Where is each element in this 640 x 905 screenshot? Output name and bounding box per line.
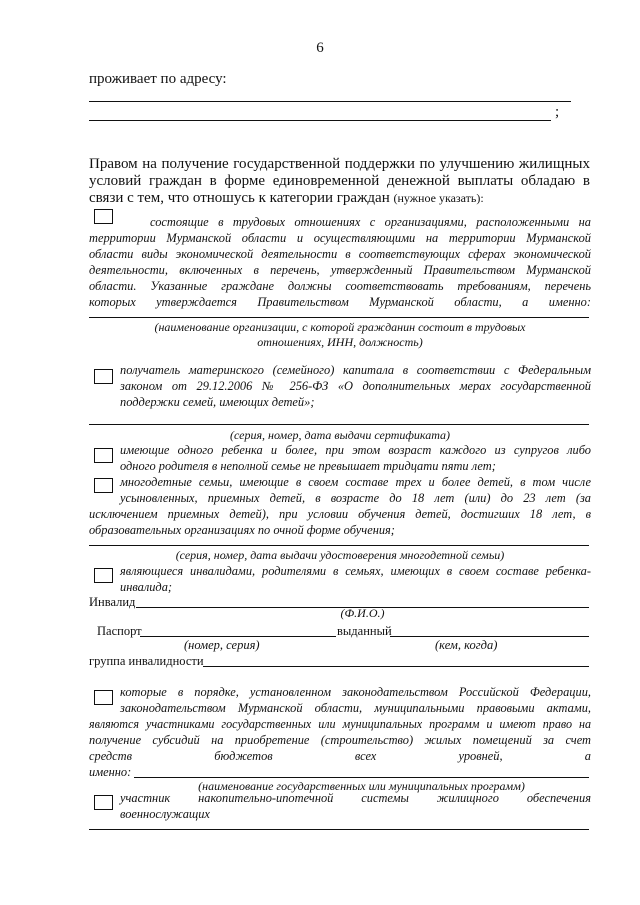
option-1-line-4: деятельности, включенных в перечень, утвержденный Правительством Мурманской: [89, 263, 591, 277]
option-6-line-1: которые в порядке, установленном законодательством Российской Федерации,: [120, 685, 591, 699]
option-1-line-2: территории Мурманской области и осуществляющими на территории Мурманской: [89, 231, 591, 245]
option-2-fill-line[interactable]: [89, 424, 589, 425]
option-5-line-2: инвалида;: [120, 580, 173, 594]
option-6-line-6: именно:: [89, 765, 132, 779]
option-7-checkbox[interactable]: [94, 795, 113, 810]
intro-line-1: Правом на получение государственной поддержки по улучшению жилищных: [89, 156, 590, 172]
option-5-checkbox[interactable]: [94, 568, 113, 583]
option-6-line-3: являются участниками государственных или муниципальных программ и имеют право на: [89, 717, 591, 731]
option-4-checkbox[interactable]: [94, 478, 113, 493]
option-2-checkbox[interactable]: [94, 369, 113, 384]
intro-line-3: [89, 190, 484, 207]
option-4-line-4: образовательных организациях по очной форме обучения;: [89, 523, 395, 537]
option-4-caption: (серия, номер, дата выдачи удостоверения многодетной семьи): [175, 548, 505, 562]
option-2-line-2: законом от 29.12.2006 № 256-ФЗ «О дополнительных мерах государственной: [120, 379, 591, 393]
option-1-line-1: состоящие в трудовых отношениях с организациями, расположенными на: [150, 215, 591, 229]
option-6-checkbox[interactable]: [94, 690, 113, 705]
option-4-line-2: усыновленных, приемных детей, в возрасте до 18 лет (или) до 23 лет (за: [120, 491, 591, 505]
address-label: проживает по адресу:: [89, 71, 227, 87]
option-4-line-1: многодетные семьи, имеющие в своем составе трех и более детей, в том числе: [120, 475, 591, 489]
option-3-checkbox[interactable]: [94, 448, 113, 463]
issued-caption: (кем, когда): [435, 638, 498, 652]
option-7-fill-line[interactable]: [89, 829, 589, 830]
option-2-line-3: поддержки семей, имеющих детей»;: [120, 395, 315, 409]
option-6-fill-line[interactable]: [134, 777, 589, 778]
option-1-checkbox[interactable]: [94, 209, 113, 224]
group-label: группа инвалидности: [89, 654, 204, 668]
option-5-line-1: являющиеся инвалидами, родителями в семьях, имеющих в своем составе ребенка-: [120, 564, 591, 578]
option-6-line-2: законодательством Мурманской области, муниципальными правовыми актами,: [120, 701, 591, 715]
address-line-2: [89, 120, 551, 121]
option-1-line-5: области. Указанные граждане должны соответствовать требованиям, перечень: [89, 279, 591, 293]
intro-line-3-text: связи с тем, что отношусь к категории граждан: [89, 190, 390, 206]
option-3-line-2: одного родителя в неполной семье не превышает тридцати пяти лет;: [120, 459, 496, 473]
option-1-fill-line[interactable]: [89, 317, 589, 318]
passport-input[interactable]: [140, 636, 336, 637]
intro-line-2: условий граждан в форме единовременной денежной выплаты обладаю в: [89, 173, 590, 189]
option-2-caption: (серия, номер, дата выдачи сертификата): [229, 428, 451, 442]
fio-caption: (Ф.И.О.): [340, 606, 385, 620]
issued-input[interactable]: [390, 636, 589, 637]
option-1-line-6: которых утверждается Правительством Мурманской области, а именно:: [89, 295, 591, 309]
page-number: 6: [316, 40, 324, 56]
address-line-1: [89, 101, 571, 102]
intro-note: (нужное указать):: [393, 191, 484, 205]
option-6-line-5: средств бюджетов всех уровней, а: [89, 749, 591, 763]
passport-caption: (номер, серия): [184, 638, 260, 652]
option-7-line-2: военнослужащих: [120, 807, 210, 821]
issued-label: выданный: [337, 624, 392, 638]
address-end: ;: [555, 104, 560, 120]
option-2-line-1: получатель материнского (семейного) капитала в соответствии с Федеральным: [120, 363, 591, 377]
option-1-caption-1: (наименование организации, с которой гражданин состоит в трудовых: [154, 320, 526, 334]
option-3-line-1: имеющие одного ребенка и более, при этом возраст каждого из супругов либо: [120, 443, 591, 457]
group-input[interactable]: [203, 666, 589, 667]
option-4-fill-line[interactable]: [89, 545, 589, 546]
option-1-line-3: области виды экономической деятельности в соответствующих сферах экономической: [89, 247, 591, 261]
option-6-line-4: получение субсидий на приобретение (строительство) жилых помещений за счет: [89, 733, 591, 747]
option-7-line-1: участник накопительно-ипотечной системы жилищного обеспечения: [120, 791, 591, 805]
option-1-caption-2: отношениях, ИНН, должность): [257, 335, 423, 349]
invalid-label: Инвалид: [89, 595, 136, 609]
passport-label: Паспорт: [97, 624, 142, 638]
option-4-line-3: исключением приемных детей), при условии обучения детей, достигших 18 лет, в: [89, 507, 591, 521]
option-6-caption: (наименование государственных или муниципальных программ): [198, 779, 525, 793]
